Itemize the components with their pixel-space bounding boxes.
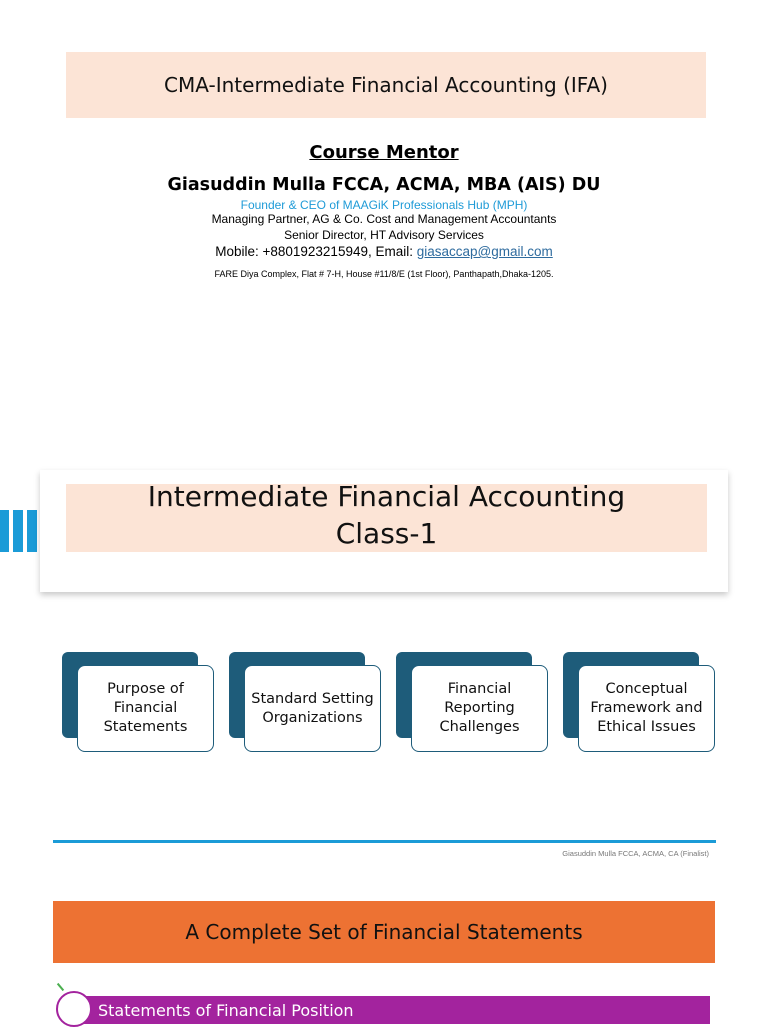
topic-box-reporting-challenges — [396, 652, 550, 754]
mentor-partner-line: Managing Partner, AG & Co. Cost and Management Accountants — [211, 212, 557, 226]
topic-box-label: Standard Setting Organizations — [244, 665, 381, 752]
blue-bar — [13, 510, 23, 552]
mentor-director-line: Senior Director, HT Advisory Services — [284, 228, 484, 242]
green-tick-icon — [57, 983, 64, 991]
mentor-address: FARE Diya Complex, Flat # 7-H, House #11/8/E (1st Floor), Panthapath,Dhaka-1205. — [214, 269, 554, 279]
topic-box-standard-setting — [229, 652, 383, 754]
topic-box-label: Financial Reporting Challenges — [411, 665, 548, 752]
slide1-title-bar — [66, 52, 706, 118]
statement-item-label: Statements of Financial Position — [98, 1000, 354, 1020]
mentor-mobile: Mobile: +8801923215949, Email: — [215, 244, 417, 259]
slide2-divider — [53, 840, 716, 843]
decorative-blue-bars — [0, 510, 37, 552]
topic-box-label: Purpose of Financial Statements — [77, 665, 214, 752]
slide2-title — [66, 479, 707, 553]
mentor-name: Giasuddin Mulla FCCA, ACMA, MBA (AIS) DU — [167, 175, 601, 195]
topic-box-label: Conceptual Framework and Ethical Issues — [578, 665, 715, 752]
mentor-founder-line: Founder & CEO of MAAGiK Professionals Hub (MPH) — [240, 198, 528, 212]
topic-box-purpose — [62, 652, 216, 754]
slide2-title-line2: Class-1 — [335, 516, 438, 550]
statement-item-circle-icon — [56, 991, 92, 1027]
slide3-title-bar — [53, 901, 715, 963]
footer-credit: Giasuddin Mulla FCCA, ACMA, CA (Finalist) — [562, 849, 709, 858]
slide3-title: A Complete Set of Financial Statements — [185, 920, 583, 944]
mentor-contact-line — [0, 245, 768, 260]
blue-bar — [0, 510, 9, 552]
slide2-title-line1: Intermediate Financial Accounting — [147, 480, 626, 513]
mentor-email-link[interactable]: giasaccap@gmail.com — [416, 244, 553, 259]
slide1-title: CMA-Intermediate Financial Accounting (IFA) — [164, 73, 608, 97]
statement-item-bar — [74, 996, 710, 1024]
topic-box-conceptual-framework — [563, 652, 717, 754]
mentor-heading: Course Mentor — [309, 142, 459, 163]
blue-bar — [27, 510, 37, 552]
